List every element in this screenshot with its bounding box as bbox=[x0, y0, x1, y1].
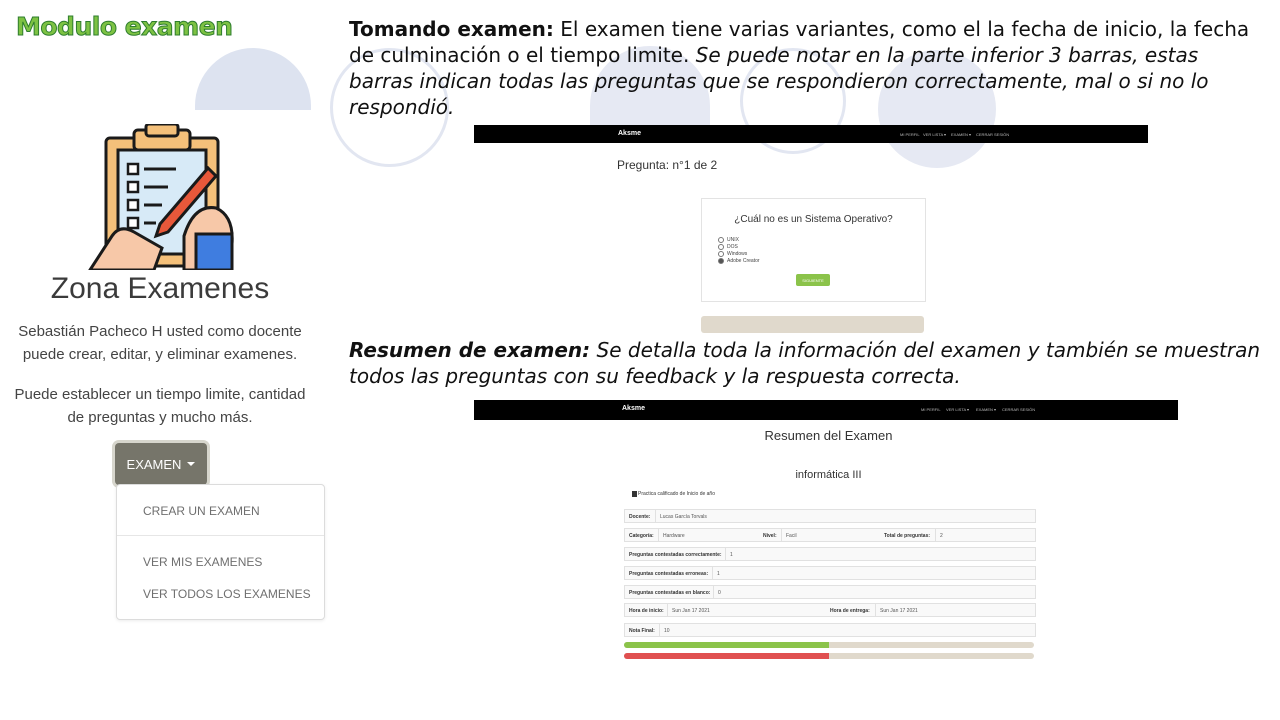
field-separator bbox=[712, 567, 713, 579]
field-separator bbox=[667, 604, 668, 616]
field-value: 0 bbox=[718, 590, 721, 596]
description-line: Puede establecer un tiempo limite, cantidad bbox=[14, 386, 306, 403]
field-value: 1 bbox=[717, 571, 720, 577]
exam-clipboard-icon bbox=[88, 124, 236, 270]
correct-answers-bar bbox=[624, 642, 1034, 648]
field-label: Nota Final: bbox=[629, 628, 655, 634]
radio-icon bbox=[718, 251, 724, 257]
exam-button-label: EXAMEN bbox=[126, 456, 182, 472]
section-heading: Resumen de examen: bbox=[349, 338, 591, 362]
field-separator bbox=[658, 529, 659, 541]
exam-dropdown-menu bbox=[116, 484, 325, 620]
section-taking-exam-text bbox=[349, 16, 1264, 120]
section-text: El examen tiene varias variantes, como el la fecha de inicio, la fecha de culminación o el tiempo limite. bbox=[349, 17, 1250, 67]
nav-link-logout[interactable]: CERRAR SESIÓN bbox=[976, 132, 1010, 137]
field-separator bbox=[781, 529, 782, 541]
question-text: ¿Cuál no es un Sistema Operativo? bbox=[734, 214, 893, 225]
field-label: Categoría: bbox=[629, 533, 654, 539]
wrong-answers-bar bbox=[624, 653, 1034, 659]
zone-title: Zona Examenes bbox=[50, 272, 270, 305]
answer-option[interactable] bbox=[718, 244, 738, 250]
module-title: Modulo examen bbox=[16, 12, 233, 41]
summary-row-category bbox=[624, 528, 1036, 542]
nav-link-list[interactable]: VER LISTA ▾ bbox=[923, 132, 947, 137]
caret-down-icon bbox=[187, 462, 195, 466]
brand-logo[interactable]: Aksme bbox=[618, 130, 641, 137]
option-label: Windows bbox=[727, 251, 748, 257]
field-value: Hardware bbox=[663, 533, 685, 539]
field-label: Docente: bbox=[629, 514, 651, 520]
answer-option[interactable] bbox=[718, 251, 747, 257]
menu-item-my-exams[interactable]: VER MIS EXAMENES bbox=[143, 555, 263, 569]
menu-item-create-exam[interactable]: CREAR UN EXAMEN bbox=[143, 504, 260, 518]
option-label: Adobe Creator bbox=[727, 258, 760, 264]
field-label: Nivel: bbox=[763, 533, 777, 539]
answer-option-selected[interactable] bbox=[718, 258, 760, 264]
decor-half-circle bbox=[195, 48, 311, 110]
field-value: Sun Jan 17 2021 bbox=[880, 608, 918, 614]
field-value: Lucas García Torvals bbox=[660, 514, 707, 520]
nav-link-logout[interactable]: CERRAR SESIÓN bbox=[1002, 407, 1036, 412]
app-navbar bbox=[474, 400, 1178, 420]
radio-icon bbox=[718, 237, 724, 243]
field-separator bbox=[725, 548, 726, 560]
field-value: Facil bbox=[786, 533, 797, 539]
summary-row-wrong bbox=[624, 566, 1036, 580]
nav-link-profile[interactable]: MI PERFIL bbox=[921, 407, 941, 412]
summary-row-times bbox=[624, 603, 1036, 617]
exam-name bbox=[632, 491, 715, 497]
wrong-bar-fill bbox=[624, 653, 829, 659]
field-value: 2 bbox=[940, 533, 943, 539]
brand-logo[interactable]: Aksme bbox=[622, 405, 645, 412]
field-separator bbox=[655, 510, 656, 522]
progress-bars bbox=[701, 316, 924, 333]
section-text-italic: Se detalla toda la información del examen y también se muestran todos las preguntas con su feedback y la respuesta correcta. bbox=[349, 338, 1261, 388]
app-navbar bbox=[474, 125, 1148, 143]
menu-item-all-exams[interactable]: VER TODOS LOS EXAMENES bbox=[143, 587, 311, 601]
option-label: UNIX bbox=[727, 237, 739, 243]
field-value: 10 bbox=[664, 628, 670, 634]
description-line: de preguntas y mucho más. bbox=[67, 409, 253, 426]
field-label: Preguntas contestadas en blanco: bbox=[629, 590, 711, 596]
field-label: Preguntas contestadas erroneas: bbox=[629, 571, 709, 577]
document-icon bbox=[632, 491, 637, 497]
summary-row-blank bbox=[624, 585, 1036, 599]
option-label: DOS bbox=[727, 244, 738, 250]
radio-selected-icon bbox=[718, 258, 724, 264]
subject-name: informática III bbox=[795, 469, 862, 481]
menu-divider bbox=[117, 535, 324, 536]
section-summary-text bbox=[349, 337, 1264, 389]
nav-link-profile[interactable]: MI PERFIL bbox=[900, 132, 920, 137]
field-separator bbox=[935, 529, 936, 541]
field-separator bbox=[713, 586, 714, 598]
nav-link-exam[interactable]: EXAMEN ▾ bbox=[951, 132, 972, 137]
correct-bar-fill bbox=[624, 642, 829, 648]
field-label: Hora de inicio: bbox=[629, 608, 664, 614]
summary-row-correct bbox=[624, 547, 1036, 561]
nav-link-exam[interactable]: EXAMEN ▾ bbox=[976, 407, 997, 412]
nav-link-list[interactable]: VER LISTA ▾ bbox=[946, 407, 970, 412]
next-question-button[interactable]: SIGUIENTE bbox=[796, 274, 830, 286]
summary-row-teacher bbox=[624, 509, 1036, 523]
radio-icon bbox=[718, 244, 724, 250]
field-separator bbox=[659, 624, 660, 636]
field-value: Sun Jan 17 2021 bbox=[672, 608, 710, 614]
question-counter: Pregunta: n°1 de 2 bbox=[617, 158, 718, 172]
exam-dropdown-button[interactable] bbox=[115, 443, 207, 485]
summary-title: Resumen del Examen bbox=[764, 428, 893, 443]
field-label: Total de preguntas: bbox=[884, 533, 931, 539]
field-label: Preguntas contestadas correctamente: bbox=[629, 552, 722, 558]
question-card bbox=[701, 198, 926, 302]
description-line: puede crear, editar, y eliminar examenes. bbox=[22, 346, 298, 363]
description-line: Sebastián Pacheco H usted como docente bbox=[18, 323, 302, 340]
section-heading: Tomando examen: bbox=[349, 17, 554, 41]
section-text-italic: Se puede notar en la parte inferior 3 barras, estas barras indican todas las preguntas que se respondieron correctamente, mal o si no lo respondió. bbox=[349, 43, 1209, 119]
field-label: Hora de entrega: bbox=[830, 608, 870, 614]
field-value: 1 bbox=[730, 552, 733, 558]
summary-row-grade bbox=[624, 623, 1036, 637]
exam-name-text: Practica calificado de Inicio de año bbox=[638, 491, 715, 497]
answer-option[interactable] bbox=[718, 237, 739, 243]
field-separator bbox=[875, 604, 876, 616]
